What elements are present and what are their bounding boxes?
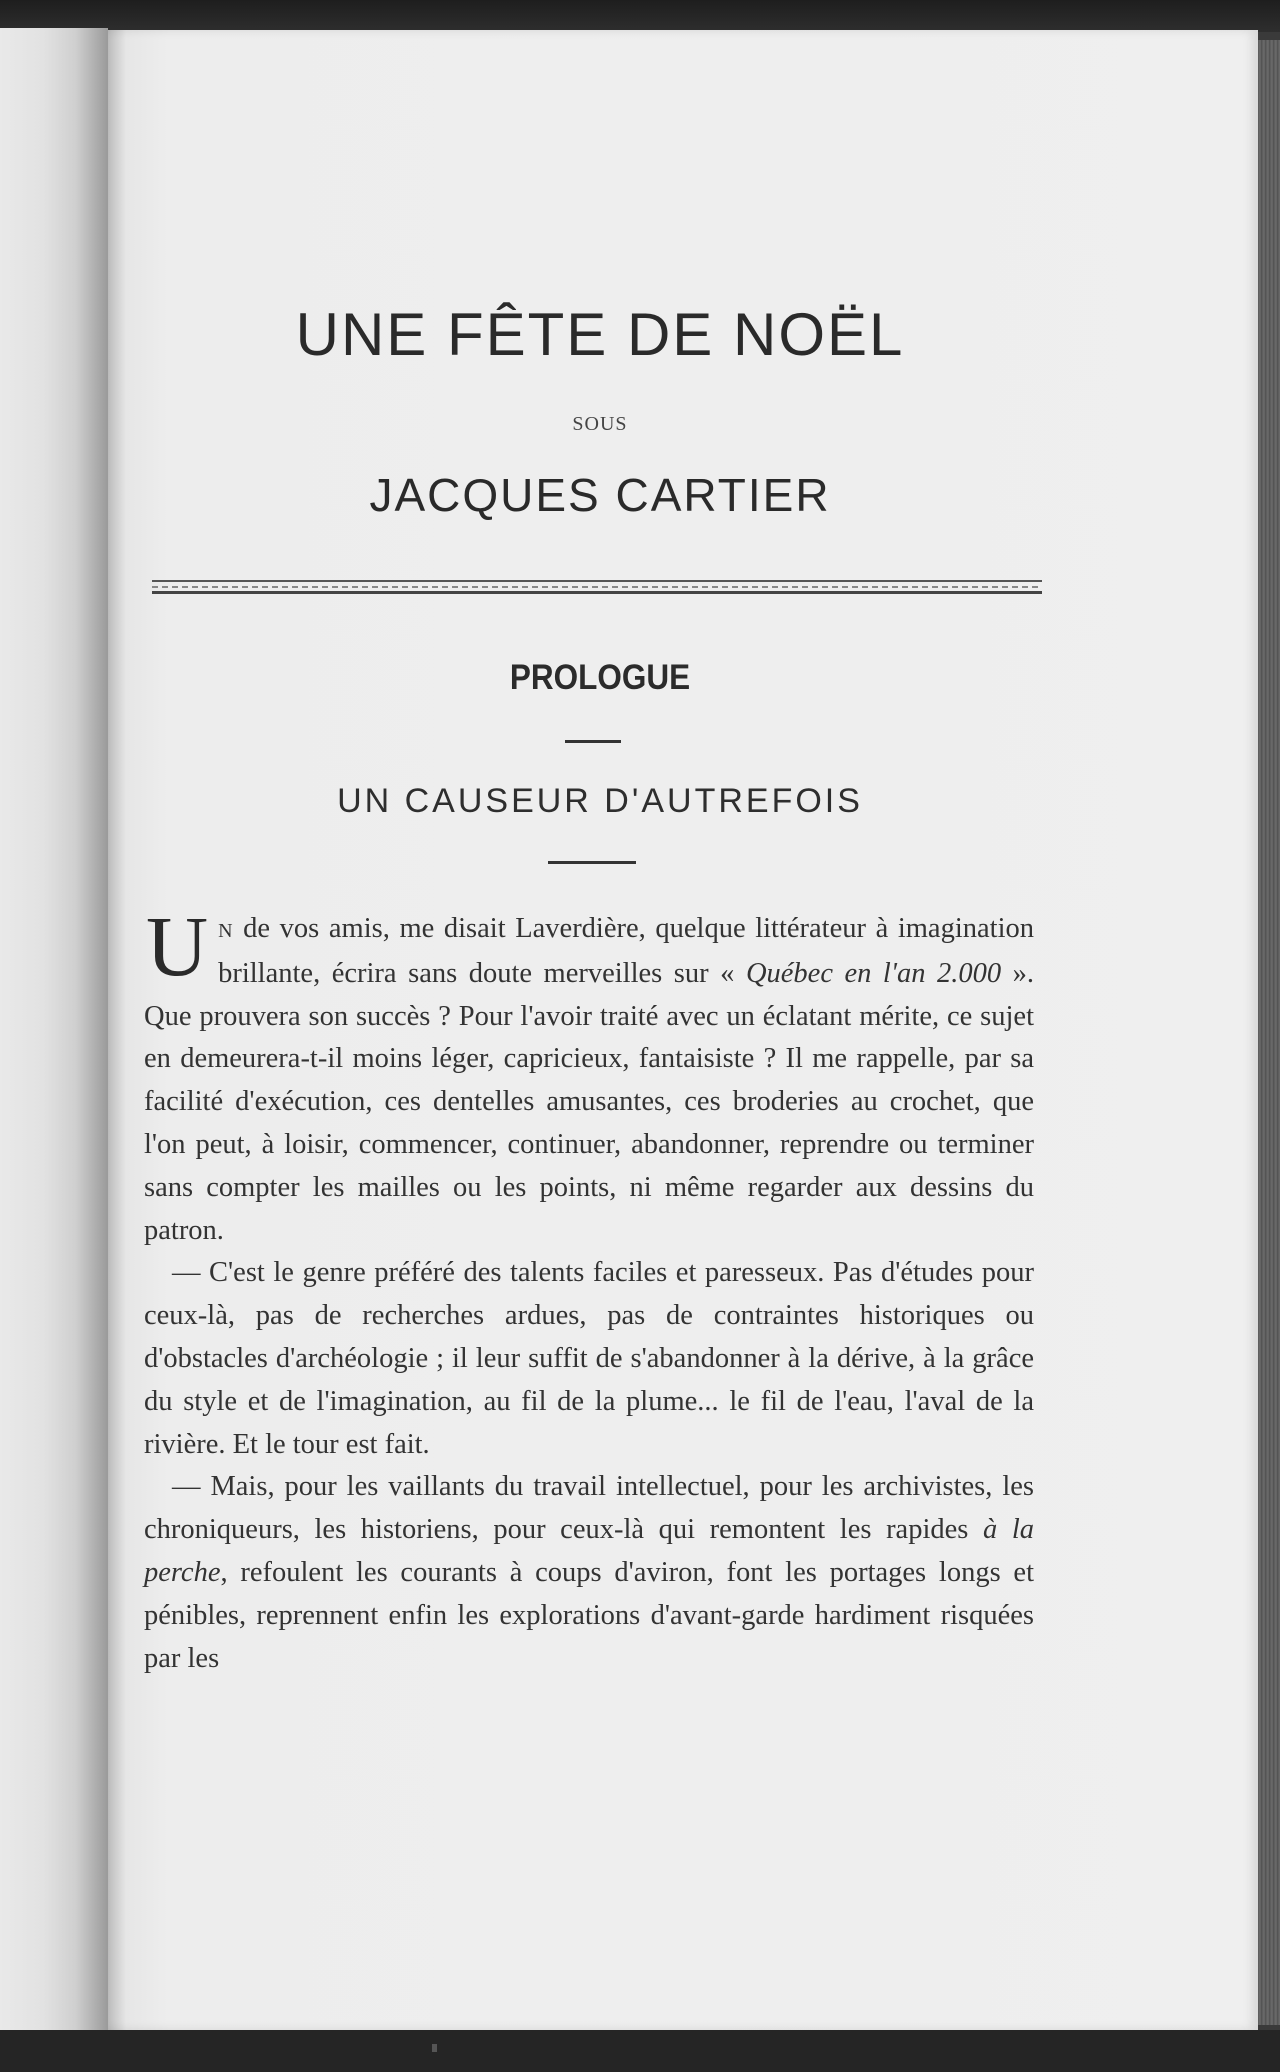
paragraph-2: — C'est le genre préféré des talents faciles et paresseux. Pas d'études pour ceux-là, pas de recherches ardues, pas de contraintes historiques ou d'obstacles d'archéologie ; il leur suffit de s'abandonner à la dérive, à la grâce du style et de l'imagination, au fil de la plume... le fil de l'eau, l'aval de la rivière. Et le tour est fait.: [144, 1257, 1034, 1460]
scan-mark: [432, 2044, 437, 2052]
paragraph-1: [144, 898, 1034, 1252]
paragraph-1-text-a: de vos amis, me disait Laverdière, quelque littérateur à imagination brillante, écrira sans doute merveilles sur «: [218, 913, 1034, 989]
book-title: UNE FÊTE DE NOËL: [295, 301, 905, 368]
drop-cap: U: [146, 898, 209, 994]
paragraph-3-text-a: — Mais, pour les vaillants du travail intellectuel, pour les archivistes, les chroniqueurs, les historiens, pour ceux-là qui remontent les rapides: [144, 1471, 1034, 1546]
scan-bottom-border: [0, 2030, 1280, 2072]
paragraph-3-italic: à la perche: [144, 1514, 1035, 1588]
paragraph-1-text-b: ». Que prouvera son succès ? Pour l'avoir traité avec un éclatant mérite, ce sujet en demeurera-t-il moins léger, capricieux, fantaisiste ? Il me rappelle, par sa facilité d'exécution, ces dentelles amusantes, ces broderies au crochet, que l'on peut, à loisir, commencer, continuer, abandonner, reprendre ou terminer sans compter les mailles ou les points, ni même regarder aux dessins du patron.: [144, 957, 1034, 1246]
paragraph-3-text-b: , refoulent les courants à coups d'aviron, font les portages longs et pénibles, reprennent enfin les explorations d'avant-garde hardiment risquées par les: [144, 1556, 1034, 1674]
section-heading: PROLOGUE: [509, 658, 691, 697]
book-subtitle: JACQUES CARTIER: [369, 469, 831, 521]
page-stack-edge: [1258, 40, 1280, 2025]
paragraph-1-italic-title: Québec en l'an 2.000: [745, 957, 1002, 989]
ornamental-divider: [152, 580, 1042, 594]
short-divider-top: [565, 740, 621, 743]
scan-top-border: [0, 0, 1280, 32]
body-text: [144, 898, 1035, 1680]
short-divider-bottom: [548, 861, 636, 864]
paragraph-3: [144, 1466, 1034, 1680]
title-connector: SOUS: [572, 413, 628, 435]
chapter-title: UN CAUSEUR D'AUTREFOIS: [337, 782, 863, 820]
small-caps-letter: N: [218, 920, 234, 942]
